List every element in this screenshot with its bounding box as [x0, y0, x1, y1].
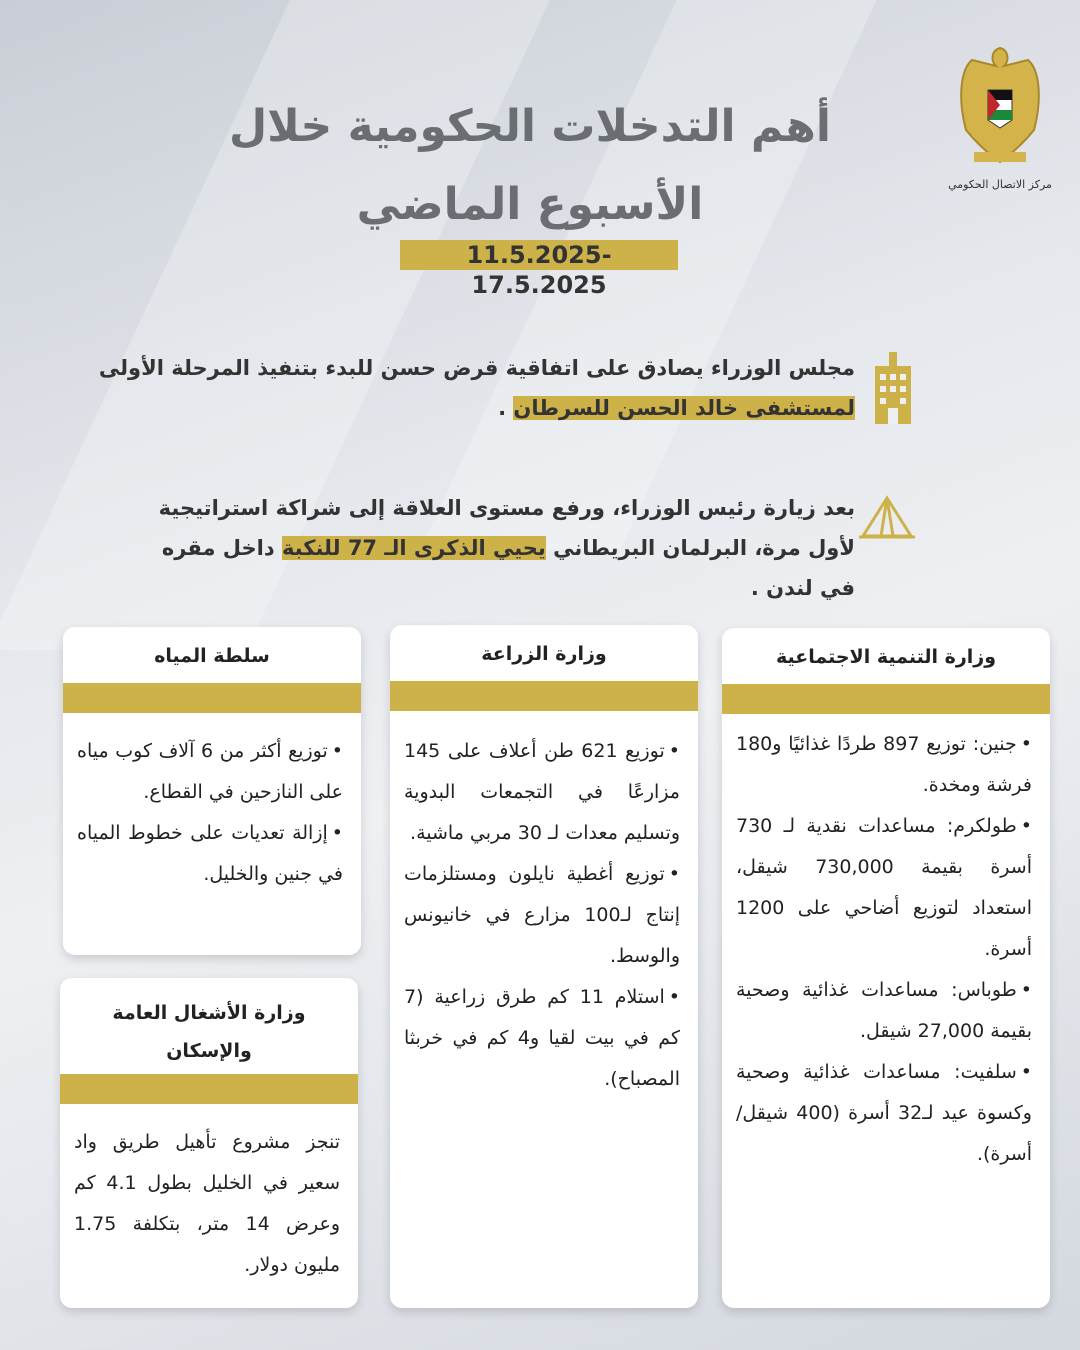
divider: [63, 683, 361, 713]
hospital-icon: [871, 352, 915, 424]
list-item: • استلام 11 كم طرق زراعية (7 كم في بيت لقيا و4 كم في خربثا المصباح).: [404, 977, 680, 1100]
list-item: • طولكرم: مساعدات نقدية لـ 730 أسرة بقيمة 730,000 شيقل، استعداد لتوزيع أضاحي على 1200 أسرة.: [736, 806, 1032, 970]
tent-icon: [859, 492, 915, 540]
card-public-works: وزارة الأشغال العامة والإسكان تنجز مشروع تأهيل طريق واد سعير في الخليل بطول 4.1 كم وعرض 14 متر، بتكلفة 1.75 مليون دولار.: [60, 978, 358, 1308]
logo: مركز الاتصال الحكومي: [935, 40, 1065, 191]
list-item: • توزيع أغطية نايلون ومستلزمات إنتاج لـ100 مزارع في خانيونس والوسط.: [404, 854, 680, 977]
eagle-emblem-icon: [952, 40, 1048, 170]
divider: [60, 1074, 358, 1104]
date-range-badge: 11.5.2025-17.5.2025: [400, 240, 678, 270]
card-agriculture: وزارة الزراعة • توزيع 621 طن أعلاف على 145 مزارعًا في التجمعات البدوية وتسليم معدات لـ 30 مربي ماشية. • توزيع أغطية نايلون ومستلزمات إنتاج لـ100 مزارع في خانيونس والوسط. • استلام 11 كم طرق زراعية (7 كم في بيت لقيا و4 كم في خربثا المصباح).: [390, 625, 698, 1308]
highlight: لمستشفى خالد الحسن للسرطان: [513, 396, 855, 420]
list-item: • جنين: توزيع 897 طردًا غذائيًا و180 فرشة ومخدة.: [736, 724, 1032, 806]
card-social-development: وزارة التنمية الاجتماعية • جنين: توزيع 897 طردًا غذائيًا و180 فرشة ومخدة. • طولكرم: مساعدات نقدية لـ 730 أسرة بقيمة 730,000 شيقل، استعداد لتوزيع أضاحي على 1200 أسرة. • طوباس: مساعدات غذائية وصحية بقيمة 27,000 شيقل. • سلفيت: مساعدات غذائية وصحية وكسوة عيد لـ32 أسرة (400 شيقل/أسرة).: [722, 628, 1050, 1308]
list-item: • توزيع 621 طن أعلاف على 145 مزارعًا في التجمعات البدوية وتسليم معدات لـ 30 مربي ماشية.: [404, 731, 680, 854]
news-item: مجلس الوزراء يصادق على اتفاقية قرض حسن للبدء بتنفيذ المرحلة الأولى لمستشفى خالد الحسن للسرطان .: [98, 356, 855, 420]
list-item: • سلفيت: مساعدات غذائية وصحية وكسوة عيد لـ32 أسرة (400 شيقل/أسرة).: [736, 1052, 1032, 1175]
highlight: يحيي الذكرى الـ 77 للنكبة: [281, 536, 546, 560]
divider: [722, 684, 1050, 714]
card-water-authority: سلطة المياه • توزيع أكثر من 6 آلاف كوب مياه على النازحين في القطاع. • إزالة تعديات على خطوط المياه في جنين والخليل.: [63, 627, 361, 955]
divider: [390, 681, 698, 711]
list-item: تنجز مشروع تأهيل طريق واد سعير في الخليل بطول 4.1 كم وعرض 14 متر، بتكلفة 1.75 مليون دولار.: [74, 1131, 341, 1276]
list-item: • إزالة تعديات على خطوط المياه في جنين والخليل.: [77, 813, 343, 895]
news-item: بعد زيارة رئيس الوزراء، ورفع مستوى العلاقة إلى شراكة استراتيجية لأول مرة، البرلمان البريطاني يحيي الذكرى الـ 77 للنكبة داخل مقره في لندن .: [158, 496, 855, 600]
list-item: • توزيع أكثر من 6 آلاف كوب مياه على النازحين في القطاع.: [77, 731, 343, 813]
page-title: أهم التدخلات الحكومية خلال الأسبوع الماضي: [228, 101, 832, 230]
list-item: • طوباس: مساعدات غذائية وصحية بقيمة 27,000 شيقل.: [736, 970, 1032, 1052]
